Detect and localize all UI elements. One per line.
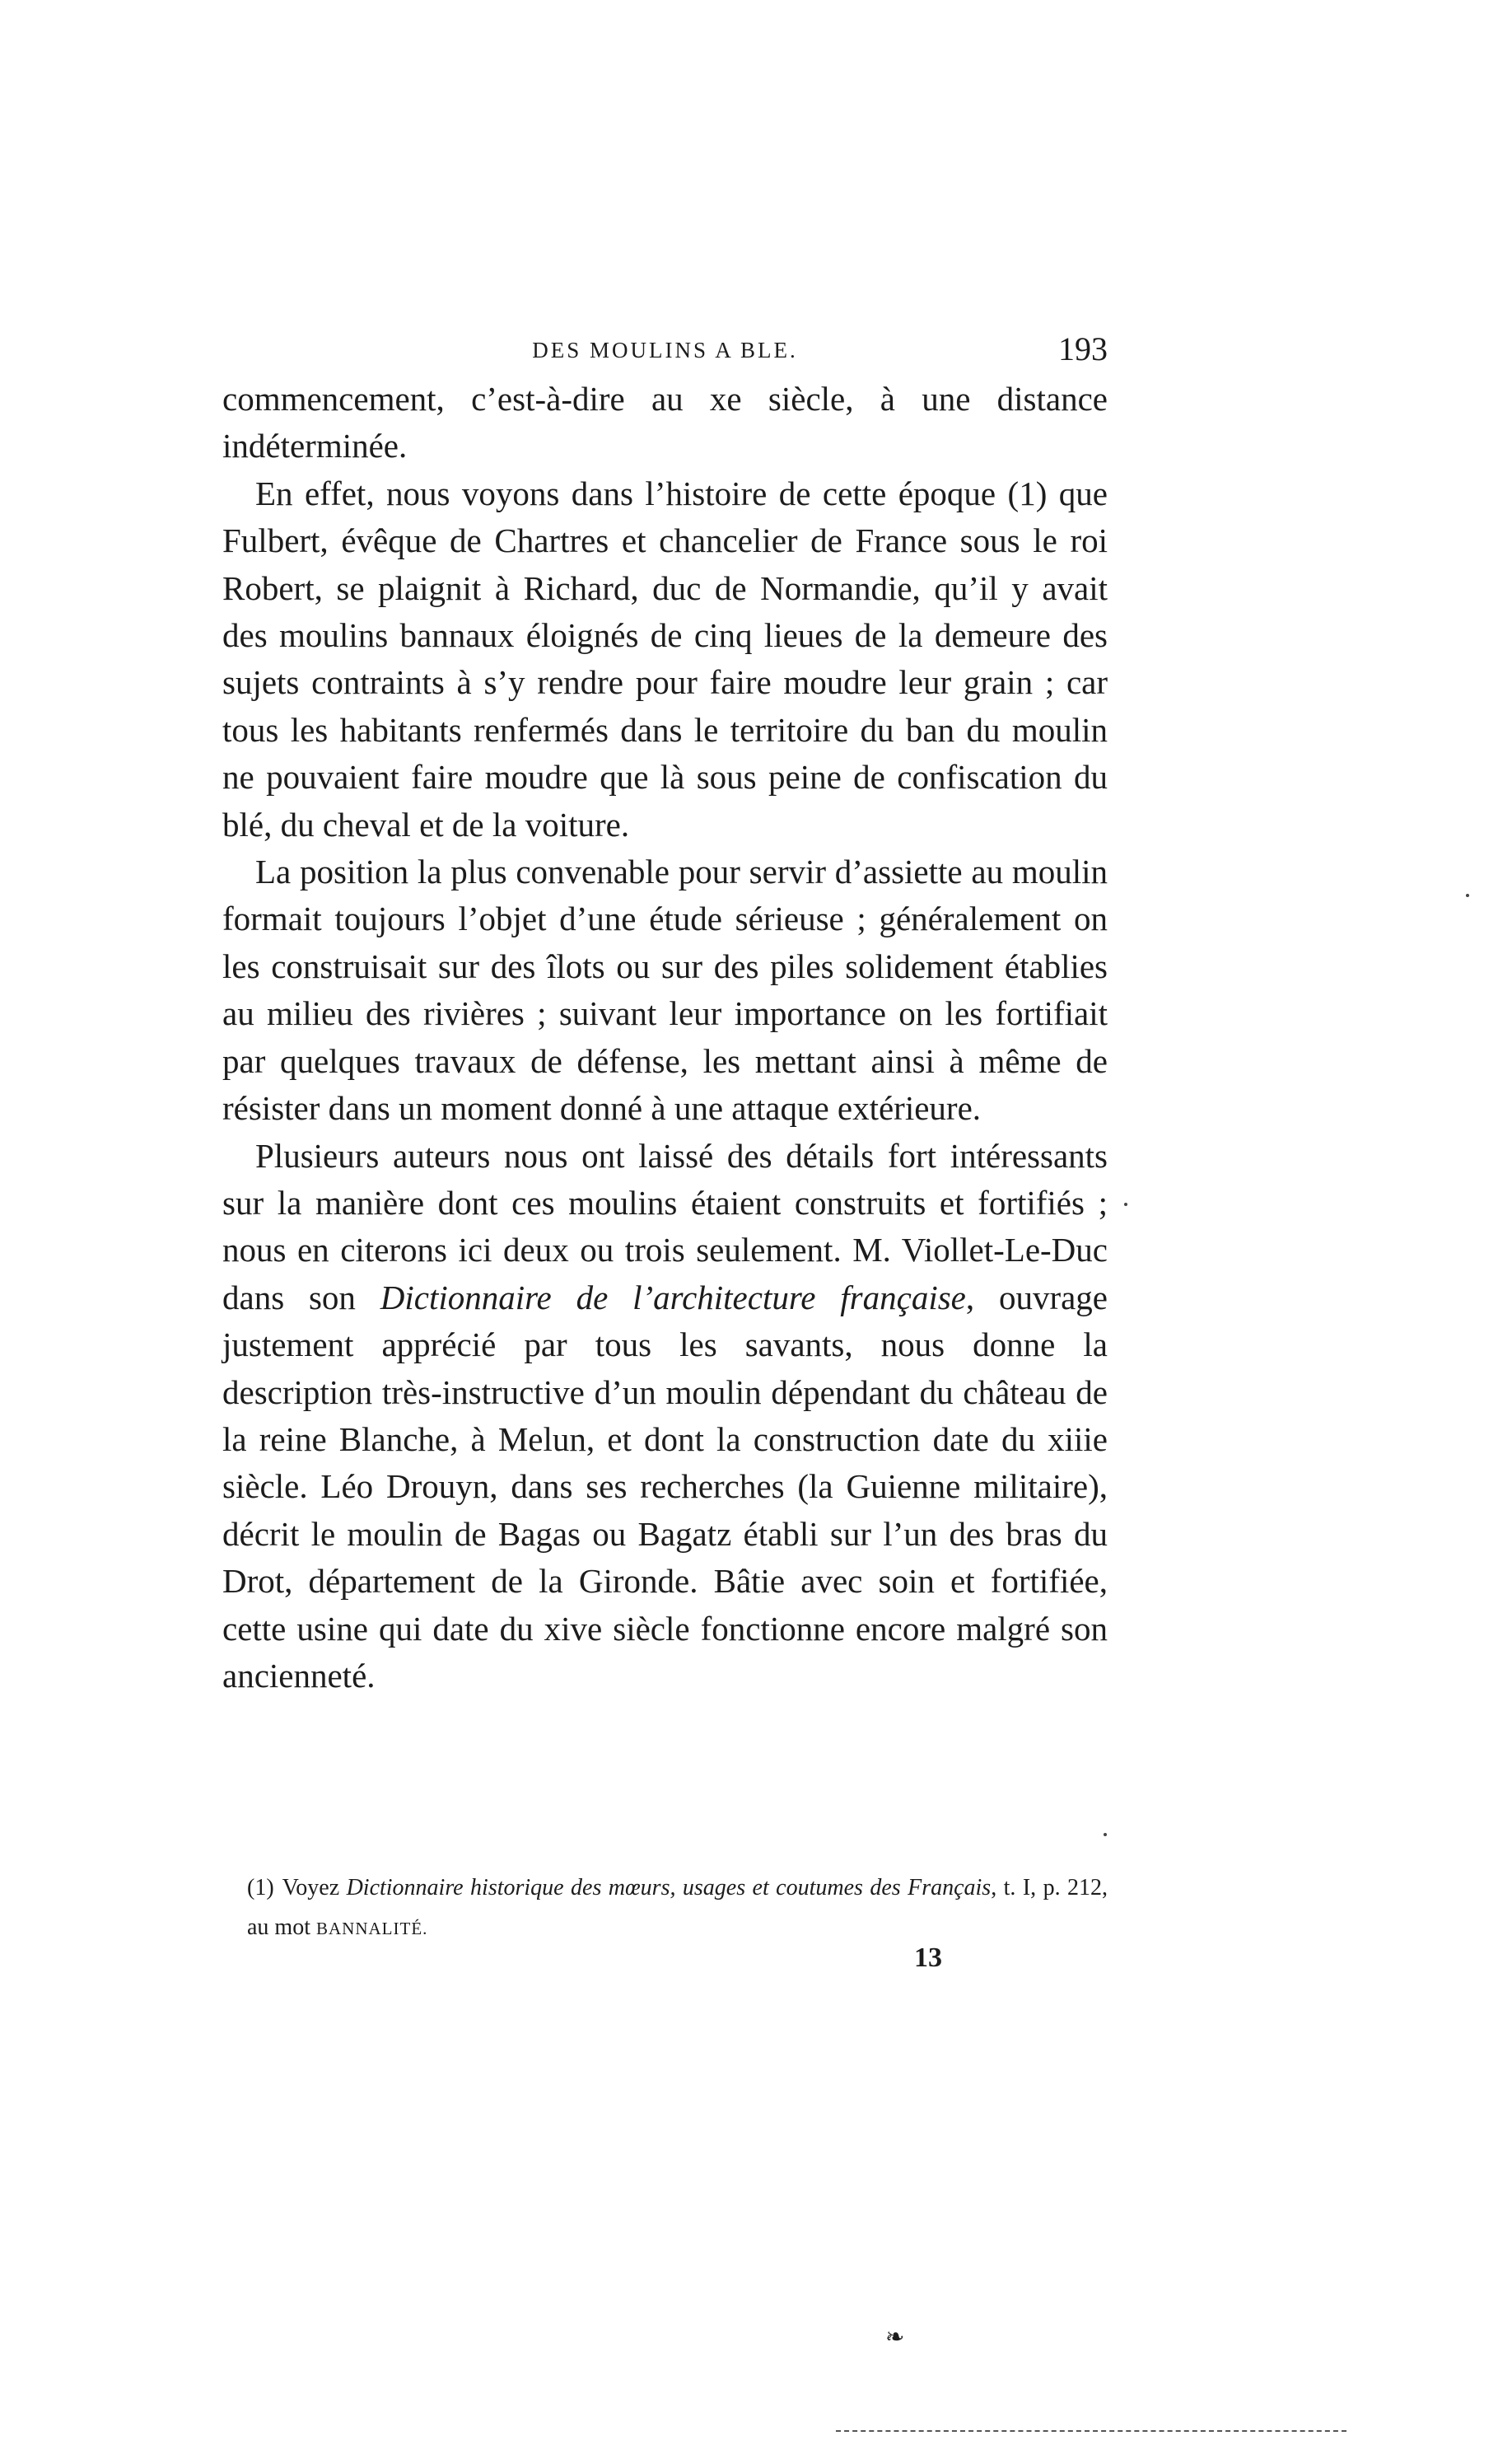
paragraph-4-italic-title: Dictionnaire de l’architecture française	[380, 1278, 966, 1316]
bottom-rule	[836, 2430, 1346, 2432]
paragraph-3: La position la plus convenable pour servir d’assiette au moulin formait toujours l’objet d’une étude sérieuse ; généralement on les construisait sur des îlots ou sur des piles solidement établies au milieu des rivières ; suivant leur importance on les fortifiait par quelques travaux de défense, les mettant ainsi à même de résister dans un moment donné à une attaque extérieure.	[222, 853, 1108, 1128]
footnote	[222, 1868, 1108, 1948]
paragraph-4-part1: Plusieurs auteurs nous ont laissé des détails fort intéressants sur la manière dont ces moulins étaient construits et fortifiés ; nous en citerons ici deux ou trois seulement. M. Viollet-Le-Duc dans son	[222, 1136, 1108, 1316]
ornament-icon: ❧	[885, 2325, 905, 2350]
footnote-title: Dictionnaire historique des mœurs, usages et coutumes des Français	[346, 1875, 992, 1900]
paragraph-2: En effet, nous voyons dans l’histoire de cette époque (1) que Fulbert, évêque de Chartres et chancelier de France sous le roi Robert, se plaignit à Richard, duc de Normandie, qu’il y avait des moulins bannaux éloignés de cinq lieues de la demeure des sujets contraints à s’y rendre pour faire moudre leur grain ; car tous les habitants renfermés dans le territoire du ban du moulin ne pouvaient faire moudre que là sous peine de confiscation du blé, du cheval et de la voiture.	[222, 474, 1108, 844]
footnote-tail: , t. I, p. 212, au mot	[247, 1875, 1108, 1940]
footnote-word: BANNALITÉ.	[316, 1919, 428, 1938]
footnote-lead: Voyez	[282, 1875, 347, 1900]
body-text	[222, 376, 1108, 1699]
running-title: DES MOULINS A BLE.	[532, 338, 798, 362]
paragraph-1: commencement, c’est-à-dire au xe siècle, à une distance indéterminée.	[222, 380, 1108, 465]
running-head	[222, 330, 1108, 371]
signature-mark: 13	[914, 1942, 942, 1973]
page-number: 193	[1058, 330, 1108, 367]
footnote-ref: (1)	[247, 1875, 274, 1900]
scan-speck	[1124, 1203, 1127, 1206]
paragraph-4-part2: , ouvrage justement apprécié par tous les savants, nous donne la description très-instructive d’un moulin dépendant du château de la reine Blanche, à Melun, et dont la construction date du xiiie siècle. Léo Drouyn, dans ses recherches (la Guienne militaire), décrit le moulin de Bagas ou Bagatz établi sur l’un des bras du Drot, département de la Gironde. Bâtie avec soin et fortifiée, cette usine qui date du xive siècle fonctionne encore malgré son ancienneté.	[222, 1278, 1108, 1695]
scan-speck	[1466, 894, 1469, 897]
footnote-body	[222, 1868, 1108, 1948]
paragraph-4	[222, 1133, 1108, 1700]
scan-speck	[1104, 1833, 1107, 1836]
